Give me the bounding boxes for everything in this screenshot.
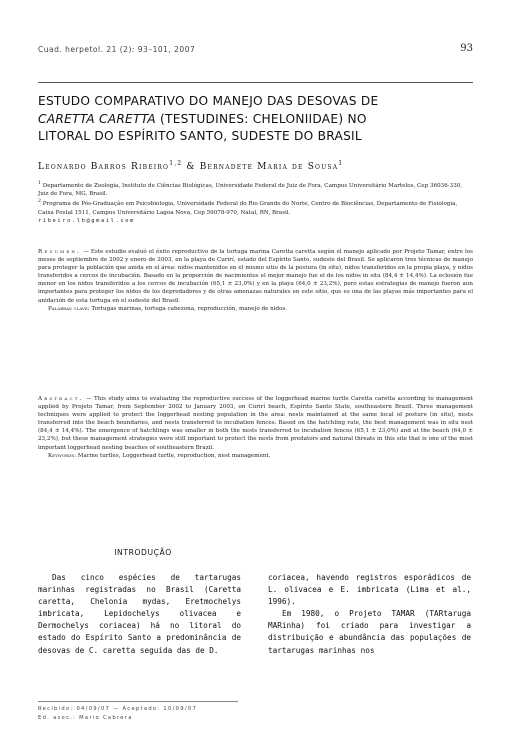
- author-1: Leonardo Barros Ribeiro: [38, 162, 170, 172]
- page-number: 93: [460, 43, 473, 54]
- running-header: [38, 45, 473, 54]
- resumen-keywords-label: Palabras clave:: [48, 305, 90, 312]
- resumen-paragraph: Resumen. — Este estudio evaluó el éxito reproductivo de la tortuga marina Caretta caretta según el manejo aplicado por Projeto Tamar, entre los meses de septiembre de 2002 y enero de 2003, en la playa de Curirí, estado del Espírito Santo, sudeste del Brasil. Se aplicaron tres técnicas de manejo para proteger la población que anida en el área: nidos mantenidos en el mismo sitio de la postura (in situ), nidos transferidos en la propia playa, y nidos transferidos a cercos de incubación. Basado en la proporción de nacimientos el mejor manejo fue el de los nidos in situ (84,4 ± 14,4%). La eclosión fue menor en los nidos transferidos a los cercos de incubación (65,1 ± 23,0%) y en la playa (64,0 ± 23,2%), pero estas estrategias de manejo fueron aun importantes para proteger los nidos de los depredadores y de otras amenazas naturales en este sitio, que es una de las playas más importantes para el anidación de esta tortuga en el sudeste del Brasil.: [38, 249, 473, 304]
- body-paragraph-2: Em 1980, o Projeto TAMAR (TARtaruga MARinha) foi criado para investigar a distribuição e abundância das populações de tartarugas marinhas nos: [268, 609, 471, 655]
- abstract-label: Abstract.: [38, 396, 84, 402]
- affiliations: [38, 180, 473, 225]
- resumen-keywords: Palabras clave: Tortugas marinas, tortuga cabezona, reproducción, manejo de nidos.: [48, 305, 288, 312]
- author-list: [38, 160, 478, 172]
- resumen-label: Resumen.: [38, 249, 82, 255]
- footer-notes: [38, 705, 338, 722]
- abstract-text: This study aims to evaluating the reproductive success of the loggerhead marine turtle Caretta caretta according to management applied by Projeto Tamar, from September 2002 to January 2003, on Curirí beach, Espírito Santo State, southeastern Brazil. Three management techniques were applied to protect the loggerhead nesting population in the area: nests maintained at the same local of posture (in situ), nests transferred into the beach boundaries, and nests transferred to incubation fences. Based on the hatchling rate, the best management was in situ nest (84,4 ± 14,4%). The emergence of hatchlings was smaller in both the nests transferred to incubation fences (65,1 ± 23,0%) and at the beach (64,0 ± 23,2%), but these management strategies were still important to protect the nests from predators and natural threats in this site that is one of the most important loggerhead nesting beaches of southeastern Brazil.: [38, 396, 473, 451]
- resumen-block: [38, 248, 473, 313]
- title-line-2: [38, 111, 478, 129]
- abstract-block: [38, 395, 473, 460]
- body-paragraph-1-cont: coriacea, havendo registros esporádicos de L. olivacea e E. imbricata (Lima et al., 1996).: [268, 573, 471, 607]
- associate-editor: Ed. asoc.: Mario Cabrera: [38, 714, 133, 721]
- abstract-keywords: Keywords: Marine turtles, Loggerhead turtle, reproduction, nest management.: [48, 452, 271, 459]
- received-accepted-dates: Recibido: 04/09/07 — Aceptado: 10/09/07: [38, 706, 198, 712]
- title-line-3: LITORAL DO ESPÍRITO SANTO, SUDESTE DO BRASIL: [38, 129, 362, 143]
- resumen-text: Este estudio evaluó el éxito reproductivo de la tortuga marina Caretta caretta según el manejo aplicado por Projeto Tamar, entre los meses de septiembre de 2002 y enero de 2003, en la playa de Curirí, estado del Espírito Santo, sudeste del Brasil. Se aplicaron tres técnicas de manejo para proteger la población que anida en el área: nidos mantenidos en el mismo sitio de la postura (in situ), nidos transferidos en la propia playa, y nidos transferidos a cercos de incubación. Basado en la proporción de nacimientos el mejor manejo fue el de los nidos in situ (84,4 ± 14,4%). La eclosión fue menor en los nidos transferidos a los cercos de incubación (65,1 ± 23,0%) y en la playa (64,0 ± 23,2%), pero estas estrategias de manejo fueron aun importantes para proteger los nidos de los depredadores y de otras amenazas naturales en este sitio, que es una de las playas más importantes para el anidación de esta tortuga en el sudeste del Brasil.: [38, 249, 473, 304]
- body-column-left: [38, 572, 241, 657]
- affiliation-1: $^1$ Departamento de Zoologia, Instituto de Ciências Biológicas, Universidade Federal de Juiz de Fora, Campus Universitário Martelos, Cep 36036-330, Juiz de Fora, MG, Brasil.: [38, 181, 463, 198]
- abstract-paragraph: Abstract. — This study aims to evaluating the reproductive success of the loggerhead marine turtle Caretta caretta according to management applied by Projeto Tamar, from September 2002 to January 2003, on Curirí beach, Espírito Santo State, southeastern Brazil. Three management techniques were applied to protect the loggerhead nesting population in the area: nests maintained at the same local of posture (in situ), nests transferred into the beach boundaries, and nests transferred to incubation fences. Based on the hatchling rate, the best management was in situ nest (84,4 ± 14,4%). The emergence of hatchlings was smaller in both the nests transferred to incubation fences (65,1 ± 23,0%) and at the beach (64,0 ± 23,2%), but these management strategies were still important to protect the nests from predators and natural threats in this site that is one of the most important loggerhead nesting beaches of southeastern Brazil.: [38, 396, 473, 451]
- section-heading: INTRODUÇÃO: [114, 548, 172, 557]
- title-line-2-rest: (TESTUDINES: CHELONIIDAE) NO: [155, 111, 367, 126]
- header-rule: [38, 82, 473, 83]
- author-email[interactable]: ribeiro.lb@gmail.com: [38, 217, 135, 224]
- affiliation-2: $^2$ Programa de Pós-Graduação em Psicobiologia, Universidade Federal do Rio Grande do Norte, Centro de Biociências, Departamento de Fisiologia, Caixa Postal 1511, Campus Universitário Lagoa Nova, Cep 59078-970, Natal, RN, Brasil.: [38, 199, 458, 216]
- body-column-right: [268, 572, 471, 657]
- author-2: Bernadete Maria de Sousa: [199, 162, 339, 172]
- title-species: CARETTA CARETTA: [38, 111, 156, 126]
- article-title: [38, 93, 478, 146]
- title-line-1: ESTUDO COMPARATIVO DO MANEJO DAS DESOVAS DE: [38, 94, 379, 108]
- journal-citation: Cuad. herpetol. 21 (2): 93–101, 2007: [38, 45, 196, 54]
- author-2-affil-sup: 1: [338, 160, 344, 167]
- author-1-affil-sup: 1,2: [169, 160, 183, 167]
- footer-rule: [38, 701, 238, 702]
- author-separator: &: [182, 162, 200, 172]
- body-paragraph-1: Das cinco espécies de tartarugas marinhas registradas no Brasil (Caretta caretta, Chelonia mydas, Eretmochelys imbricata, Lepidochelys olivacea e Dermochelys coriacea) há no litoral do estado do Espírito Santo a predominância de desovas de C. caretta seguida das de D.: [38, 573, 241, 655]
- abstract-keywords-label: Keywords:: [48, 452, 76, 459]
